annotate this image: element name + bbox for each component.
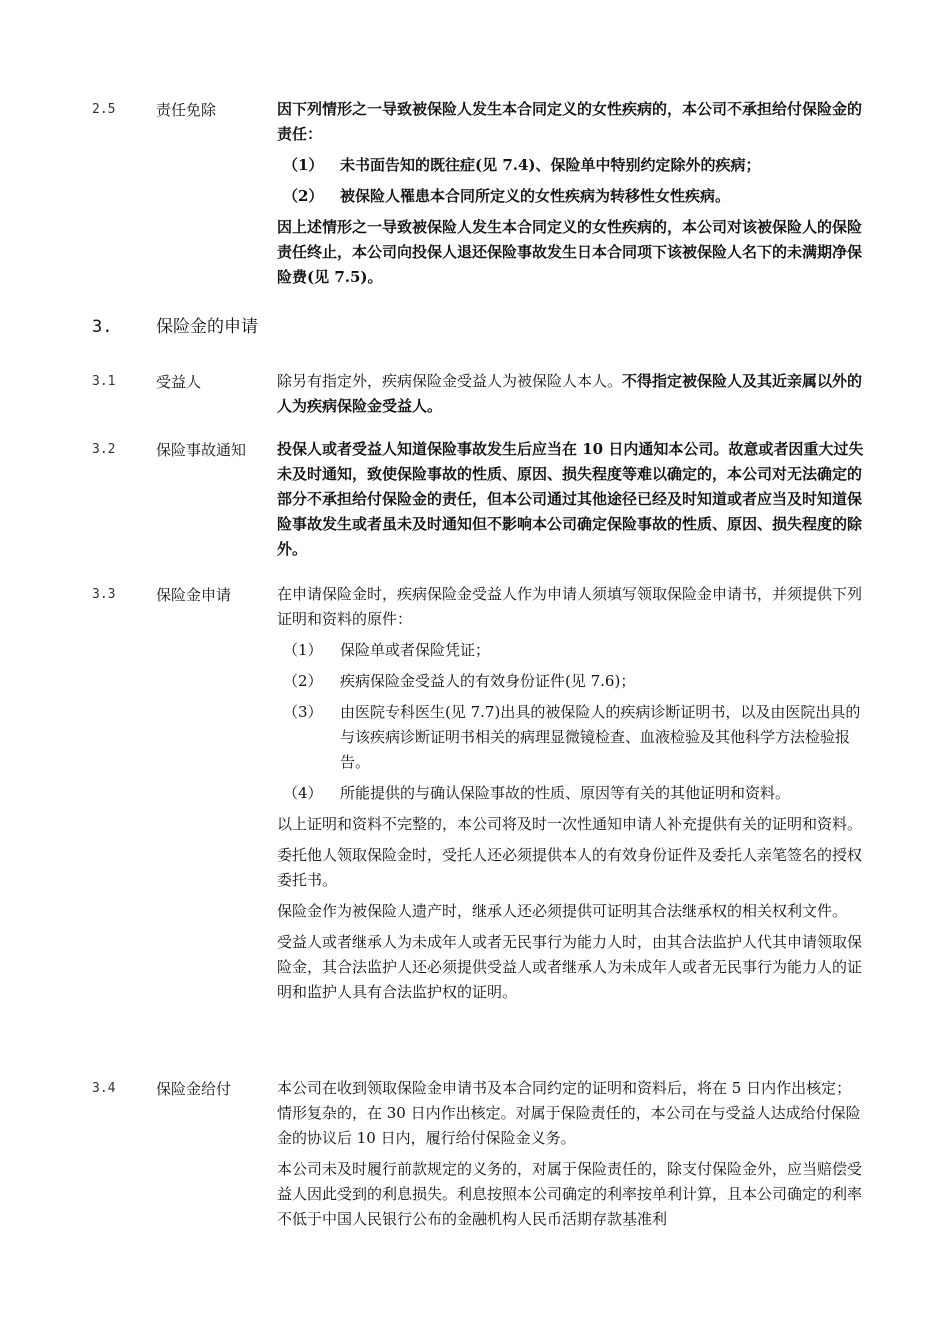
list-item xyxy=(277,781,865,806)
section-body xyxy=(277,437,865,568)
list-item xyxy=(277,153,865,178)
section-title: 保险事故通知 xyxy=(156,441,247,459)
list-label: （2） xyxy=(283,187,324,205)
list-label: （4） xyxy=(283,784,323,802)
section-body xyxy=(277,582,865,1011)
list-text: 保险单或者保险凭证； xyxy=(340,641,491,659)
paragraph: 投保人或者受益人知道保险事故发生后应当在 10 日内通知本公司。故意或者因重大过失未及时通知，致使保险事故的性质、原因、损失程度等难以确定的，本公司对无法确定的部分不承担给付保险金的责任，但本公司通过其他途径已经及时知道或者应当及时知道保险事故发生或者虽未及时通知但不影响本公司确定保险事故的性质、原因、损失程度的除外。 xyxy=(277,440,864,558)
list-text: 未书面告知的既往症(见 7.4)、保险单中特别约定除外的疾病； xyxy=(340,156,761,174)
list-item xyxy=(277,184,865,209)
list-label: （1） xyxy=(283,641,323,659)
section-number: 3.3 xyxy=(92,587,116,602)
section-title: 责任免除 xyxy=(156,101,217,119)
section-number: 3.4 xyxy=(92,1081,116,1096)
paragraph: 保险金作为被保险人遗产时，继承人还必须提供可证明其合法继承权的相关权利文件。 xyxy=(277,902,848,920)
section-body xyxy=(277,97,865,296)
paragraph: 委托他人领取保险金时，受托人还必须提供本人的有效身份证件及委托人亲笔签名的授权委托书。 xyxy=(277,846,863,889)
text-bold: 不得指定被保险人及其近亲属以外的人为疾病保险金受益人。 xyxy=(277,372,863,415)
section-title: 保险金申请 xyxy=(156,586,232,604)
list-label: （1） xyxy=(283,156,324,174)
paragraph: 本公司未及时履行前款规定的义务的，对属于保险责任的，除支付保险金外，应当赔偿受益人因此受到的利息损失。利息按照本公司确定的利率按单利计算，且本公司确定的利率不低于中国人民银行公布的金融机构人民币活期存款基准利 xyxy=(277,1160,863,1228)
list-label: （3） xyxy=(283,703,323,721)
section-number: 2.5 xyxy=(92,102,116,117)
paragraph: 因上述情形之一导致被保险人发生本合同定义的女性疾病的，本公司对该被保险人的保险责任终止，本公司向投保人退还保险事故发生日本合同项下该被保险人名下的未满期净保险费(见 7.5)。 xyxy=(277,218,863,286)
section-number: 3.1 xyxy=(92,374,116,389)
chapter-title: 保险金的申请 xyxy=(156,317,258,337)
text-normal: 除另有指定外，疾病保险金受益人为被保险人本人。 xyxy=(277,372,623,390)
section-number: 3.2 xyxy=(92,442,116,457)
paragraph: 本公司在收到领取保险金申请书及本合同约定的证明和资料后，将在 5 日内作出核定；情形复杂的，在 30 日内作出核定。对属于保险责任的，本公司在与受益人达成给付保险金的协议后 10 日内，履行给付保险金义务。 xyxy=(277,1079,861,1147)
section-title: 受益人 xyxy=(156,373,202,391)
paragraph: 因下列情形之一导致被保险人发生本合同定义的女性疾病的，本公司不承担给付保险金的责任： xyxy=(277,100,863,143)
list-text: 被保险人罹患本合同所定义的女性疾病为转移性女性疾病。 xyxy=(340,187,731,205)
list-text: 由医院专科医生(见 7.7)出具的被保险人的疾病诊断证明书，以及由医院出具的与该疾病诊断证明书相关的病理显微镜检查、血液检验及其他科学方法检验报告。 xyxy=(340,703,861,771)
chapter-number: 3. xyxy=(92,317,113,337)
list-item xyxy=(277,638,865,663)
paragraph: 受益人或者继承人为未成年人或者无民事行为能力人时，由其合法监护人代其申请领取保险金，其合法监护人还必须提供受益人或者继承人为未成年人或者无民事行为能力人的证明和监护人具有合法监护权的证明。 xyxy=(277,933,863,1001)
list-label: （2） xyxy=(283,672,323,690)
list-item xyxy=(277,669,865,694)
section-body xyxy=(277,1076,865,1238)
list-text: 所能提供的与确认保险事故的性质、原因等有关的其他证明和资料。 xyxy=(340,784,791,802)
list-item xyxy=(277,700,865,775)
list-text: 疾病保险金受益人的有效身份证件(见 7.6)； xyxy=(340,672,636,690)
section-title: 保险金给付 xyxy=(156,1080,232,1098)
section-body xyxy=(277,369,865,425)
paragraph: 以上证明和资料不完整的，本公司将及时一次性通知申请人补充提供有关的证明和资料。 xyxy=(277,815,863,833)
paragraph: 在申请保险金时，疾病保险金受益人作为申请人须填写领取保险金申请书，并须提供下列证明和资料的原件： xyxy=(277,585,863,628)
